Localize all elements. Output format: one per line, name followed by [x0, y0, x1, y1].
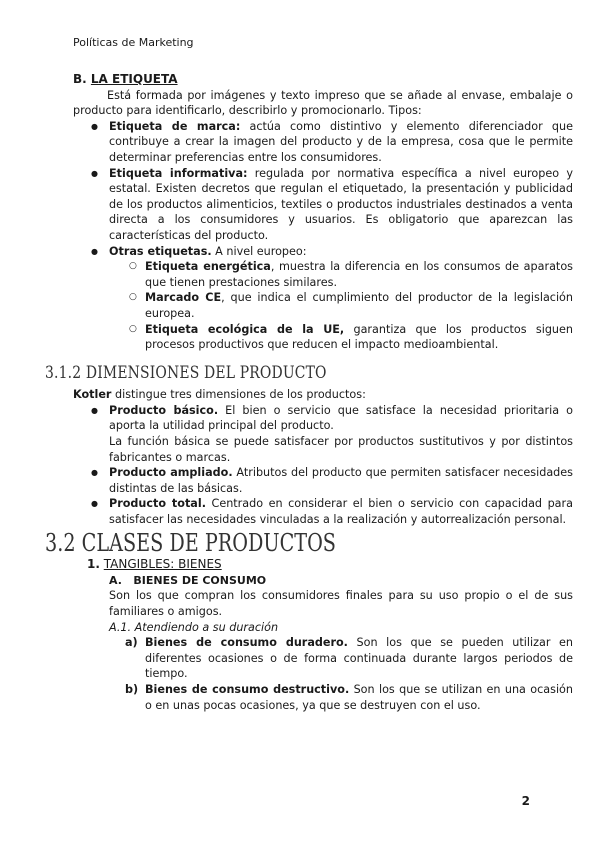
list-item-text: A nivel europeo: — [211, 244, 307, 258]
tangibles-title: TANGIBLES: BIENES — [103, 557, 222, 572]
etiqueta-title: LA ETIQUETA — [90, 72, 178, 86]
duracion-subheading: A.1. Atendiendo a su duración — [109, 620, 279, 634]
dimensiones-heading: 3.1.2 DIMENSIONES DEL PRODUCTO — [45, 362, 327, 383]
list-item-text: El bien o servicio que satisface la necesidad prioritaria o aporta la utilidad principal del producto. — [109, 403, 573, 433]
list-item-text: regulada por normativa específica a nivel europeo y estatal. Existen decretos que regulan el etiquetado, la presentación y publicidad de los productos alimenticios, textiles o productos industriales destinados a venta directa a los consumidores y usuarios. Es obligatorio que aparezcan las características del producto. — [109, 166, 573, 242]
bienes-consumo-heading — [73, 573, 573, 589]
list-item-text: Atributos del producto que permiten satisfacer necesidades distintas de las básicas. — [109, 466, 573, 495]
list-item-text: Son los que se utilizan en una ocasión o en unas pocas ocasiones, ya que se destruyen con el uso. — [145, 682, 573, 712]
sublist-item — [145, 322, 573, 353]
sublist-item-text: garantiza que los productos siguen procesos productivos que reducen el impacto medioambiental. — [145, 322, 573, 352]
page-content — [45, 72, 573, 713]
bienes-consumo-list — [73, 635, 573, 713]
list-item-term: Otras etiquetas. — [109, 244, 212, 258]
list-item — [125, 635, 573, 682]
dimensiones-lead-term: Kotler — [73, 388, 112, 402]
list-item-term: Producto básico. — [109, 403, 219, 417]
page-header: Políticas de Marketing — [73, 36, 194, 49]
list-item — [109, 166, 573, 244]
sublist-item-text: , muestra la diferencia en los consumos de aparatos que tienen prestaciones similares. — [145, 260, 573, 289]
tangibles-number: 1. — [87, 557, 100, 572]
list-item-text: Centrado en considerar el bien o servicio con capacidad para satisfacer las necesidades vinculadas a la realización y autorrealización personal. — [109, 497, 573, 527]
sublist-item — [145, 290, 573, 321]
dimensiones-lead — [73, 387, 573, 403]
list-item — [109, 496, 573, 527]
dimensiones-lead-text: distingue tres dimensiones de los productos: — [111, 388, 366, 402]
etiqueta-sublist — [109, 259, 573, 353]
bienes-consumo-letter: A. — [109, 573, 122, 587]
list-item-term: Etiqueta de marca: — [109, 119, 241, 133]
list-item-text: actúa como distintivo y elemento diferenciador que contribuye a crear la imagen del producto y de la empresa, cosa que le permite determinar preferencias entre los consumidores. — [109, 119, 573, 164]
bienes-consumo-title: BIENES DE CONSUMO — [133, 573, 267, 587]
list-item — [109, 119, 573, 166]
list-item — [109, 244, 573, 353]
sublist-item — [145, 259, 573, 290]
page-number: 2 — [521, 794, 530, 808]
list-item — [109, 403, 573, 465]
clases-heading: 3.2 CLASES DE PRODUCTOS — [45, 528, 336, 557]
sublist-item-term: Marcado CE — [145, 291, 222, 305]
list-item-term: Bienes de consumo destructivo. — [145, 682, 350, 696]
list-item-marker: a) — [125, 636, 138, 650]
tangibles-heading — [73, 557, 573, 573]
list-item-extra: La función básica se puede satisfacer por productos sustitutivos y por distintos fabricantes o marcas. — [109, 435, 573, 464]
sublist-item-term: Etiqueta energética — [145, 260, 271, 274]
list-item-term: Producto ampliado. — [109, 466, 233, 480]
etiqueta-list — [73, 119, 573, 353]
list-item-marker: b) — [125, 682, 139, 696]
sublist-item-text: , que indica el cumplimiento del productor de la legislación europea. — [145, 291, 573, 320]
list-item-term: Etiqueta informativa: — [109, 166, 248, 180]
dimensiones-list — [73, 403, 573, 528]
list-item-text: Son los que se pueden utilizar en diferentes ocasiones o de forma continuada durante largos periodos de tiempo. — [145, 636, 573, 681]
etiqueta-heading — [73, 72, 573, 88]
etiqueta-intro: Está formada por imágenes y texto impreso que se añade al envase, embalaje o producto para identificarlo, describirlo y promocionarlo. Tipos: — [73, 88, 573, 118]
list-item — [109, 465, 573, 496]
sublist-item-term: Etiqueta ecológica de la UE, — [145, 322, 345, 336]
list-item-term: Producto total. — [109, 497, 206, 511]
list-item — [125, 682, 573, 713]
list-item-term: Bienes de consumo duradero. — [145, 636, 348, 650]
bienes-consumo-text: Son los que compran los consumidores finales para su uso propio o el de sus familiares o amigos. — [109, 589, 573, 618]
etiqueta-letter: B. — [73, 72, 87, 86]
